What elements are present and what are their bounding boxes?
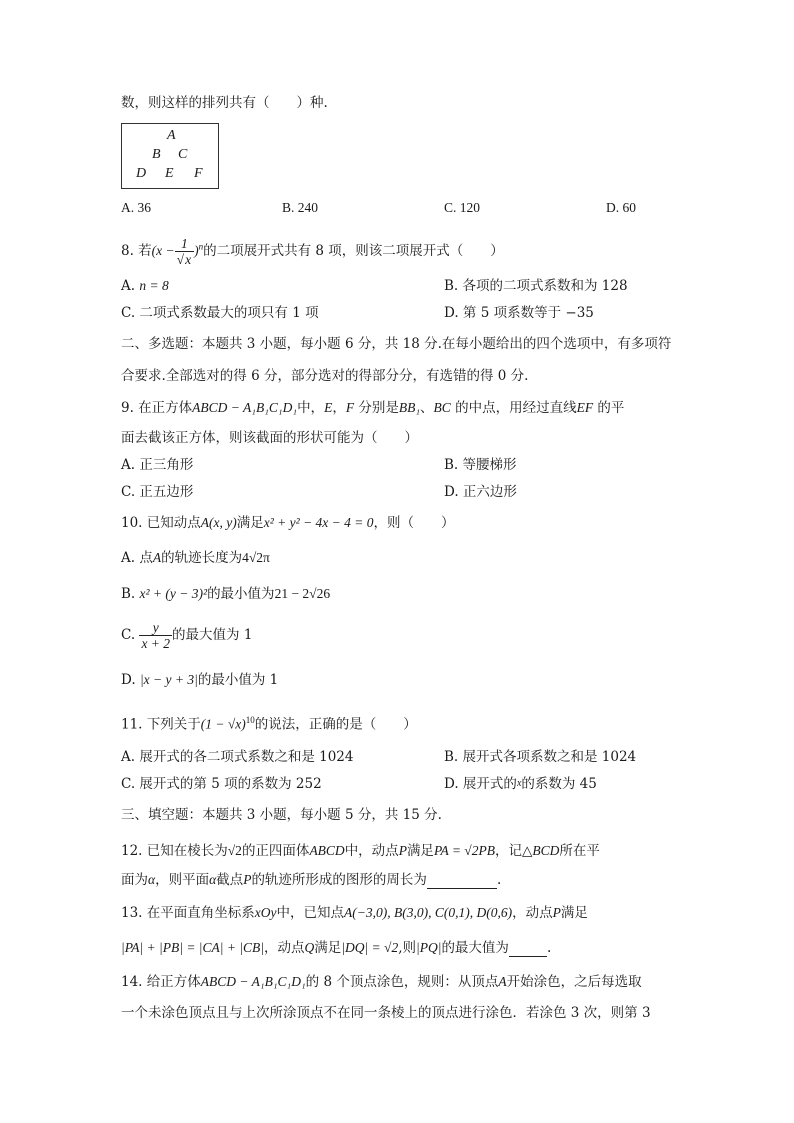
q12-mid1: 的正四面体: [241, 843, 310, 859]
q9-option-c: C. 正五边形: [121, 484, 194, 500]
question-14-stem: [121, 973, 642, 991]
question-7-continuation: 数，则这样的排列共有（ ）种.: [121, 95, 328, 111]
section-3-heading: 三、填空题：本题共 3 小题，每小题 5 分，共 15 分.: [121, 807, 442, 823]
question-9-stem-line2: 面去截该正方体，则该截面的形状可能为（ ）: [121, 430, 418, 446]
q14-post2: 开始涂色，之后每选取: [506, 974, 642, 990]
q12-l2-post: 的轨迹所形成的图形的周长为: [251, 872, 427, 888]
q9-mid1: 中，: [297, 400, 325, 416]
section-2-instructions: 合要求.全部选对的得 6 分，部分选对的得部分分，有选错的得 0 分.: [121, 368, 529, 384]
q7-option-c: C. 120: [444, 200, 481, 215]
q8-frac-den-radicand: x: [185, 252, 192, 267]
q9-sep: ，: [332, 400, 346, 416]
q10-pre: 10. 已知动点: [121, 515, 201, 531]
q10-b-expr: x² + (y − 3)²: [139, 586, 208, 601]
q10-option-c: [121, 620, 252, 651]
letter-a: A: [167, 128, 176, 143]
q12-tri: △BCD: [521, 843, 560, 858]
q13-pq: |PQ|: [416, 940, 442, 955]
q7-option-a: A. 36: [121, 200, 151, 215]
question-13-stem-line2: [121, 939, 551, 957]
q14-a: A: [498, 974, 507, 989]
q11-post: 的说法，正确的是（ ）: [254, 716, 417, 733]
q11-base: (1 − √x): [200, 716, 246, 732]
q10-a-mid: 的轨迹长度为: [161, 550, 243, 566]
q12-len: √2: [227, 843, 242, 858]
q9-e: E: [324, 400, 333, 415]
letter-b: B: [152, 147, 161, 162]
q12-p: P: [398, 843, 407, 858]
q13-dq: |DQ| = √2: [341, 940, 399, 955]
q13-answer-blank[interactable]: [509, 942, 547, 957]
q10-a-pre: A. 点: [121, 550, 153, 566]
q10-d-pre: D.: [121, 672, 140, 688]
q13-l2-end: .: [546, 940, 552, 956]
question-11-stem: [121, 711, 417, 734]
letter-c: C: [178, 147, 188, 162]
q11-d-var: x: [516, 778, 522, 789]
q14-pre: 14. 给正方体: [121, 974, 201, 990]
q14-cube: ABCD − A₁B₁C₁D₁: [200, 974, 306, 989]
q11-option-b: B. 展开式各项系数之和是 1024: [444, 749, 637, 765]
q13-pre: 13. 在平面直角坐标系: [121, 905, 255, 921]
q13-q: Q: [304, 940, 315, 955]
q9-mid2: 分别是: [354, 400, 399, 416]
q10-option-b: [121, 585, 330, 603]
q13-mid2: ，动点: [512, 905, 553, 921]
q9-pre: 9. 在正方体: [121, 400, 193, 416]
question-13-stem: [121, 904, 588, 922]
q10-point: A(x, y): [200, 515, 237, 530]
q12-mid4: ，记: [494, 843, 522, 859]
q9-dun: 、: [420, 400, 434, 416]
q10-b-pre: B.: [121, 586, 140, 602]
question-8-stem: 8. 若(x − $\frac{1}{√x}$ )$^n$的二项展开式共有 8 项，则该二项展开式（ ）: [121, 236, 504, 267]
q9-mid4: 的平: [593, 400, 625, 416]
q8-exponent: n: [198, 241, 204, 252]
q12-alpha: α: [148, 872, 156, 887]
q8-option-a-label: A.: [121, 278, 140, 294]
q13-points: A(−3,0), B(3,0), C(0,1), D(0,6): [344, 905, 513, 920]
letter-f: F: [194, 166, 203, 181]
q8-option-c: C. 二项式系数最大的项只有 1 项: [121, 305, 319, 321]
q11-exp: 10: [245, 715, 255, 725]
q13-sys: xOy: [254, 905, 277, 920]
section-2-heading: 二、多选题：本题共 3 小题，每小题 6 分，共 18 分.在每小题给出的四个选项中，有多项符: [121, 336, 672, 352]
q9-bc: BC: [433, 400, 451, 415]
q8-option-b: B. 各项的二项式系数和为 128: [444, 278, 628, 294]
q11-d-pre: D. 展开式的: [444, 776, 517, 792]
q10-c-pre: C.: [121, 627, 140, 643]
question-9-stem: [121, 399, 624, 417]
q8-fraction: [175, 236, 194, 267]
q12-tet: ABCD: [309, 843, 345, 858]
q8-option-a: [121, 277, 169, 295]
q13-mid1: 中，已知点: [276, 905, 344, 921]
q9-option-a: A. 正三角形: [121, 457, 194, 473]
question-12-stem-line2: [121, 871, 501, 889]
q8-frac-num: 1: [175, 236, 194, 252]
q12-mid3: 满足: [406, 843, 434, 859]
q12-l2-mid: ，则平面: [155, 872, 210, 888]
q8-suffix: 的二项展开式共有 8 项，则该二项展开式（ ）: [203, 243, 504, 259]
q13-l2-mid: ，动点: [264, 940, 305, 956]
q11-d-post: 的系数为 45: [521, 776, 597, 792]
q12-rel: PA = √2PB: [433, 843, 495, 858]
q12-l2-pre: 面为: [121, 872, 148, 888]
q11-option-d: [444, 775, 597, 793]
q12-l2-end: .: [496, 872, 502, 888]
q13-eq: |PA| + |PB| = |CA| + |CB|: [121, 940, 265, 955]
q10-d-expr: |x − y + 3|: [139, 672, 198, 687]
q12-answer-blank[interactable]: [427, 874, 497, 889]
triangle-letter-figure: [121, 123, 219, 189]
q13-l2-mid3: ,则: [398, 940, 417, 956]
q10-equation: x² + y² − 4x − 4 = 0: [263, 515, 374, 530]
q13-mid3: 满足: [560, 905, 588, 921]
q10-option-a: [121, 549, 270, 567]
q9-cube: ABCD − A₁B₁C₁D₁: [192, 400, 298, 415]
q13-l2-mid2: 满足: [314, 940, 342, 956]
q9-option-d: D. 正六边形: [444, 484, 517, 500]
q7-option-b: B. 240: [282, 200, 319, 215]
q8-prefix: 8. 若: [121, 243, 152, 259]
q12-alpha2: α: [209, 872, 217, 887]
question-10-stem: [121, 514, 455, 532]
q11-pre: 11. 下列关于: [121, 716, 201, 733]
q10-a-val: 4√2π: [242, 550, 270, 565]
q12-l2-mid2: 截点: [216, 872, 244, 888]
q11-option-a: A. 展开式的各二项式系数之和是 1024: [121, 749, 354, 765]
q9-option-b: B. 等腰梯形: [444, 457, 517, 473]
q8-option-a-math: n = 8: [139, 278, 169, 293]
q9-bb1: BB₁: [398, 400, 421, 415]
q9-f: F: [345, 400, 355, 415]
q10-c-post: 的最大值为 1: [172, 627, 253, 643]
q10-b-mid: 的最小值为: [207, 586, 275, 602]
q10-b-val: 21 − 2√26: [274, 586, 331, 601]
q14-post: 的 8 个顶点涂色，规则：从顶点: [305, 974, 499, 990]
letter-d: D: [136, 166, 147, 181]
q10-post: ，则（ ）: [373, 515, 455, 531]
q12-mid2: 中，动点: [344, 843, 399, 859]
q10-mid: 满足: [236, 515, 264, 531]
q10-option-d: [121, 671, 278, 689]
q8-frac-den: √x: [176, 252, 192, 267]
q13-p: P: [552, 905, 561, 920]
question-12-stem: [121, 842, 600, 860]
q10-c-den: x + 2: [141, 636, 171, 651]
q12-pre: 12. 已知在棱长为: [121, 843, 228, 859]
q8-option-d: D. 第 5 项系数等于 −35: [444, 305, 594, 321]
letter-e: E: [165, 166, 174, 181]
question-14-stem-line2: 一个未涂色顶点且与上次所涂顶点不在同一条棱上的顶点进行涂色．若涂色 3 次，则第 3: [121, 1005, 651, 1021]
q9-mid3: 的中点，用经过直线: [450, 400, 577, 416]
q10-c-fraction: [139, 620, 172, 651]
q10-a-var: A: [152, 550, 162, 565]
q13-l2-post: 的最大值为: [441, 940, 509, 956]
q10-d-post: 的最小值为 1: [197, 672, 279, 688]
q9-ef: EF: [576, 400, 594, 415]
q8-expr: (x −: [151, 243, 175, 258]
q12-mid5: 所在平: [559, 843, 600, 859]
q12-p2: P: [243, 872, 252, 887]
q11-option-c: C. 展开式的第 5 项的系数为 252: [121, 776, 322, 792]
q10-c-num: y: [139, 620, 172, 636]
q7-option-d: D. 60: [606, 200, 636, 215]
